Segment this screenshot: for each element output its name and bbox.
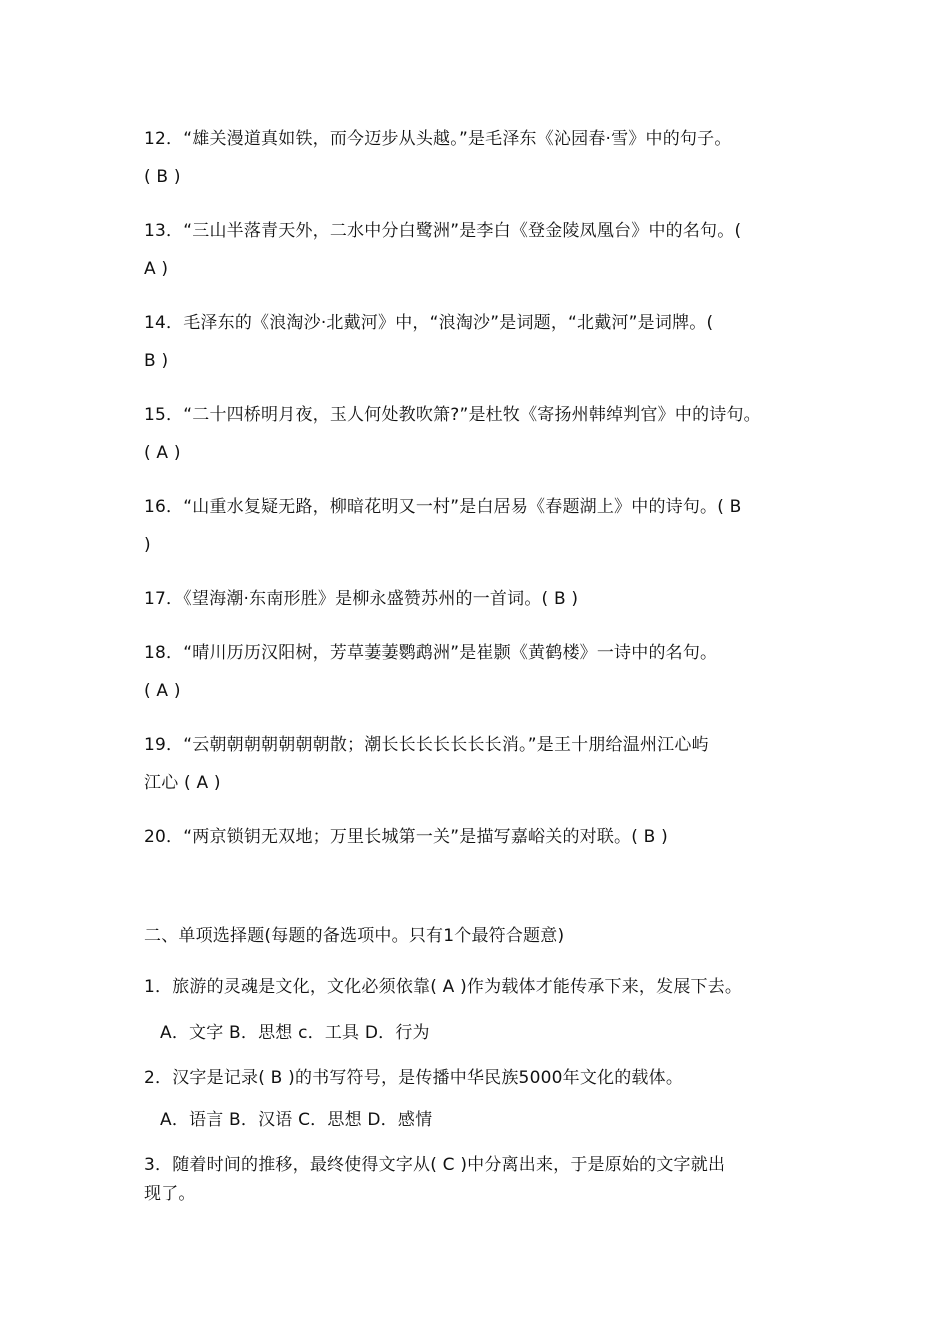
question-13-answer: A ) bbox=[144, 259, 169, 279]
question-13-line-1: 13．“三山半落青天外，二水中分白鹭洲”是李白《登金陵凤凰台》中的名句。( bbox=[144, 221, 742, 241]
question-12-line-1: 12．“雄关漫道真如铁，而今迈步从头越。”是毛泽东《沁园春·雪》中的句子。 bbox=[144, 129, 732, 149]
question-17-line-1: 17．《望海潮·东南形胜》是柳永盛赞苏州的一首词。( B ) bbox=[144, 589, 579, 609]
question-16-line-1: 16．“山重水复疑无路，柳暗花明又一村”是白居易《春题湖上》中的诗句。( B bbox=[144, 497, 742, 517]
choice-question-3-stem-line-1: 3．随着时间的推移，最终使得文字从( C )中分离出来，于是原始的文字就出 bbox=[144, 1155, 726, 1175]
question-14-answer: B ) bbox=[144, 351, 169, 371]
choice-question-2-stem: 2．汉字是记录( B )的书写符号，是传播中华民族5000年文化的载体。 bbox=[144, 1068, 684, 1088]
section-2-heading: 二、单项选择题(每题的备选项中。只有1个最符合题意) bbox=[144, 926, 565, 946]
question-15-line-1: 15．“二十四桥明月夜，玉人何处教吹箫?”是杜牧《寄扬州韩绰判官》中的诗句。 bbox=[144, 405, 761, 425]
question-18-answer: ( A ) bbox=[144, 681, 181, 701]
choice-question-2-options: A．语言 B．汉语 C．思想 D．感情 bbox=[160, 1110, 433, 1130]
question-20-line-1: 20．“两京锁钥无双地；万里长城第一关”是描写嘉峪关的对联。( B ) bbox=[144, 827, 668, 847]
question-19-answer: 江心 ( A ) bbox=[144, 773, 221, 793]
question-16-answer: ) bbox=[144, 535, 151, 555]
choice-question-3-stem-line-2: 现了。 bbox=[144, 1184, 196, 1204]
question-14-line-1: 14．毛泽东的《浪淘沙·北戴河》中，“浪淘沙”是词题，“北戴河”是词牌。( bbox=[144, 313, 714, 333]
choice-question-1-options: A．文字 B．思想 c．工具 D．行为 bbox=[160, 1023, 430, 1043]
question-15-answer: ( A ) bbox=[144, 443, 181, 463]
question-18-line-1: 18．“晴川历历汉阳树，芳草萋萋鹦鹉洲”是崔颢《黄鹤楼》一诗中的名句。 bbox=[144, 643, 718, 663]
question-12-answer: ( B ) bbox=[144, 167, 181, 187]
choice-question-1-stem: 1．旅游的灵魂是文化，文化必须依靠( A )作为载体才能传承下来，发展下去。 bbox=[144, 977, 743, 997]
question-19-line-1: 19．“云朝朝朝朝朝朝朝散；潮长长长长长长长消。”是王十朋给温州江心屿 bbox=[144, 735, 709, 755]
